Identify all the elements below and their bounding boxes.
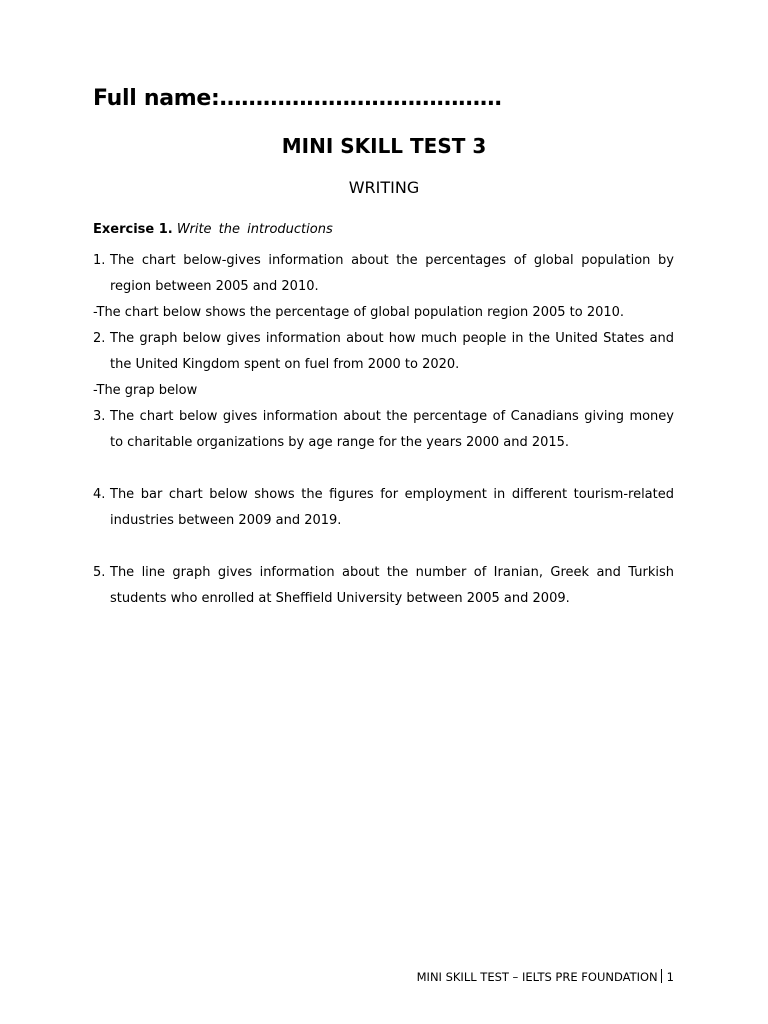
list-item xyxy=(93,482,674,534)
item-text: The chart below gives information about the percentage of Canadians giving money to charitable organizations by age range for the years 2000 and 2015. xyxy=(110,409,674,450)
list-item xyxy=(93,404,674,456)
page-title: MINI SKILL TEST 3 xyxy=(281,134,487,158)
item-number: 4. xyxy=(93,487,106,502)
answer-note: -The grap below xyxy=(93,383,198,398)
exercise-instruction: Write the introductions xyxy=(176,222,333,237)
answer-note: -The chart below shows the percentage of global population region 2005 to 2010. xyxy=(93,305,625,320)
full-name-label: Full name:………………………………… xyxy=(93,86,502,111)
item-number: 2. xyxy=(93,331,106,346)
blank-line xyxy=(93,534,674,560)
item-number: 1. xyxy=(93,253,106,268)
exercise-heading xyxy=(93,222,333,237)
item-text: The line graph gives information about the number of Iranian, Greek and Turkish students who enrolled at Sheffield University between 2005 and 2009. xyxy=(110,565,674,606)
item-number: 5. xyxy=(93,565,106,580)
exercise-label: Exercise 1. xyxy=(93,222,173,237)
list-item xyxy=(93,248,674,300)
list-item xyxy=(93,326,674,378)
page-footer xyxy=(417,969,674,984)
exercise-body xyxy=(93,248,674,612)
item-text: The chart below-gives information about the percentages of global population by region between 2005 and 2010. xyxy=(110,253,674,294)
section-subtitle: WRITING xyxy=(348,178,420,197)
item-text: The graph below gives information about how much people in the United States and the United Kingdom spent on fuel from 2000 to 2020. xyxy=(110,331,674,372)
footer-text: MINI SKILL TEST – IELTS PRE FOUNDATION xyxy=(416,970,658,984)
item-text: The bar chart below shows the figures for employment in different tourism-related industries between 2009 and 2019. xyxy=(110,487,674,528)
list-item xyxy=(93,560,674,612)
page-number: 1 xyxy=(666,970,674,984)
footer-separator xyxy=(661,969,662,983)
item-number: 3. xyxy=(93,409,106,424)
blank-line xyxy=(93,456,674,482)
